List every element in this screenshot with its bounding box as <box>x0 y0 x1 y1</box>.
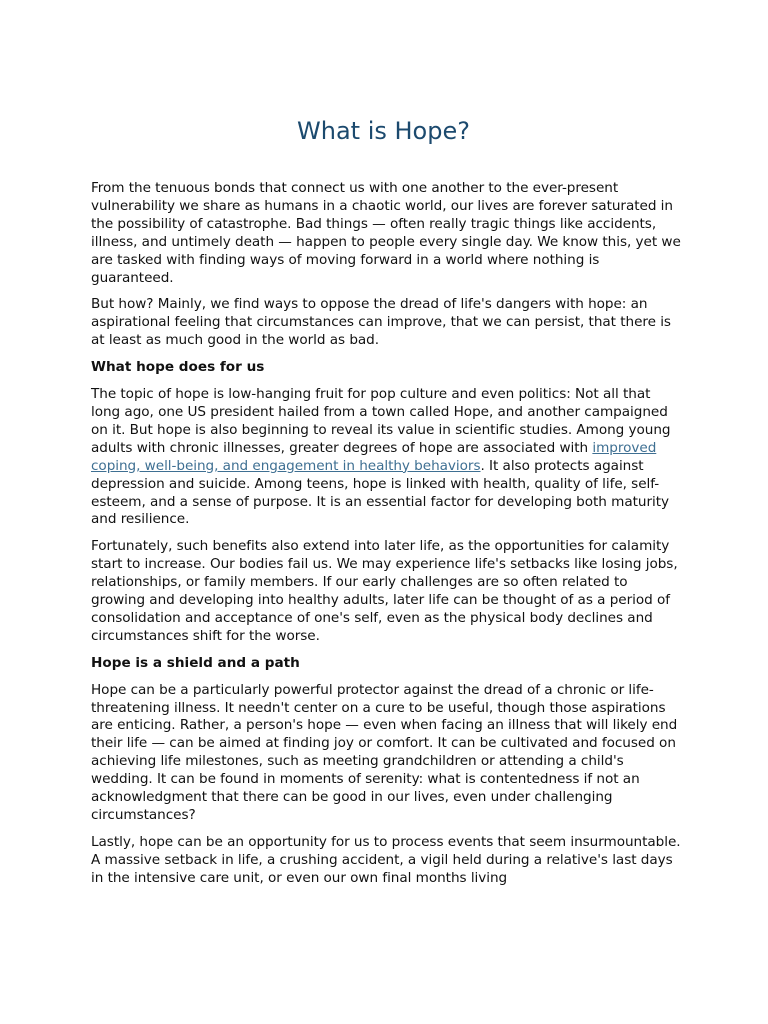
section-heading-what-hope-does: What hope does for us <box>91 359 265 376</box>
improved-coping-link[interactable]: improved coping, well-being, and engagement in healthy behaviors <box>91 439 657 474</box>
paragraph-intro: From the tenuous bonds that connect us with one another to the ever-present vulnerability we share as humans in a chaotic world, our lives are forever saturated in the possibility of catastrophe. Bad things — often really tragic things like accidents, illness, and untimely death — happen to people every single day. We know this, yet we are tasked with finding ways of moving forward in a world where nothing is guaranteed. <box>91 180 681 286</box>
paragraph-topic-text-before: The topic of hope is low-hanging fruit for pop culture and even politics: Not all that long ago, one US president hailed from a town called Hope, and another campaigned on it. But hope is also beginning to reveal its value in scientific studies. Among young adults with chronic illnesses, greater degrees of hope are associated with <box>91 386 671 456</box>
paragraph-topic-text-after: . It also protects against depression and suicide. Among teens, hope is linked with health, quality of life, self-esteem, and a sense of purpose. It is an essential factor for developing both maturity and resilience. <box>91 457 669 528</box>
page-title: What is Hope? <box>297 117 470 145</box>
paragraph-how: But how? Mainly, we find ways to oppose the dread of life's dangers with hope: an aspirational feeling that circumstances can improve, that we can persist, that there is at least as much good in the world as bad. <box>91 296 671 349</box>
paragraph-topic-of-hope <box>91 386 681 529</box>
article-body <box>91 180 681 897</box>
paragraph-later-life: Fortunately, such benefits also extend into later life, as the opportunities for calamity start to increase. Our bodies fail us. We may experience life's setbacks like losing jobs, relationships, or family members. If our early challenges are so often related to growing and developing into healthy adults, later life can be thought of as a period of consolidation and acceptance of one's self, even as the physical body declines and circumstances shift for the worse. <box>91 538 678 644</box>
section-heading-shield-and-path: Hope is a shield and a path <box>91 654 300 671</box>
paragraph-protector: Hope can be a particularly powerful protector against the dread of a chronic or life-threatening illness. It needn't center on a cure to be useful, though those aspirations are enticing. Rather, a person's hope — even when facing an illness that will likely end their life — can be aimed at finding joy or comfort. It can be cultivated and focused on achieving life milestones, such as meeting grandchildren or attending a child's wedding. It can be found in moments of serenity: what is contentedness if not an acknowledgment that there can be good in our lives, even under challenging circumstances? <box>91 681 678 823</box>
paragraph-lastly: Lastly, hope can be an opportunity for us to process events that seem insurmountable. A massive setback in life, a crushing accident, a vigil held during a relative's last days in the intensive care unit, or even our own final months living <box>91 833 681 886</box>
